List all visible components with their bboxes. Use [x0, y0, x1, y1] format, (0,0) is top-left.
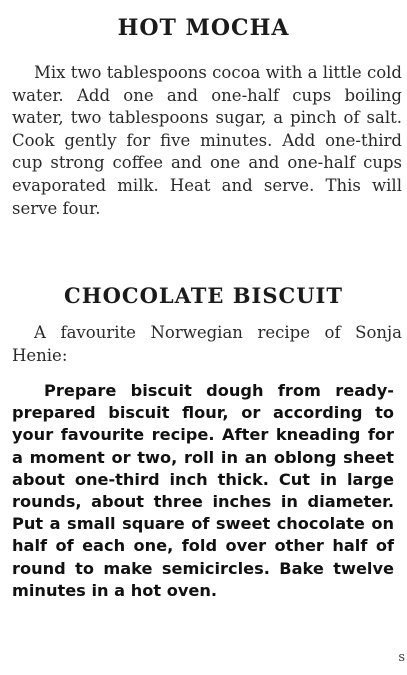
recipe-body-hot-mocha: Mix two tablespoons cocoa with a little cold water. Add one and one-half cups boiling water, two tablespoons sugar, a pinch of salt. Cook gently for five minutes. Add one-third cup strong coffee and one and one-half cups evaporated milk. Heat and serve. This will serve four.: [12, 63, 402, 218]
recipe-body-chocolate-biscuit: Prepare biscuit dough from ready-prepared biscuit flour, or according to your favourite recipe. After kneading for a moment or two, roll in an oblong sheet about one-third inch thick. Cut in large rounds, about three inches in diameter. Put a small square of sweet chocolate on half of each one, fold over other half of round to make semicircles. Bake twelve minutes in a hot oven.: [12, 381, 394, 600]
cropped-edge-letter: s: [398, 650, 405, 665]
recipe-title-chocolate-biscuit: CHOCOLATE BISCUIT: [64, 283, 343, 308]
recipe-title-hot-mocha: HOT MOCHA: [117, 15, 290, 41]
recipe-intro-chocolate-biscuit: A favourite Norwegian recipe of Sonja Henie:: [12, 323, 402, 365]
